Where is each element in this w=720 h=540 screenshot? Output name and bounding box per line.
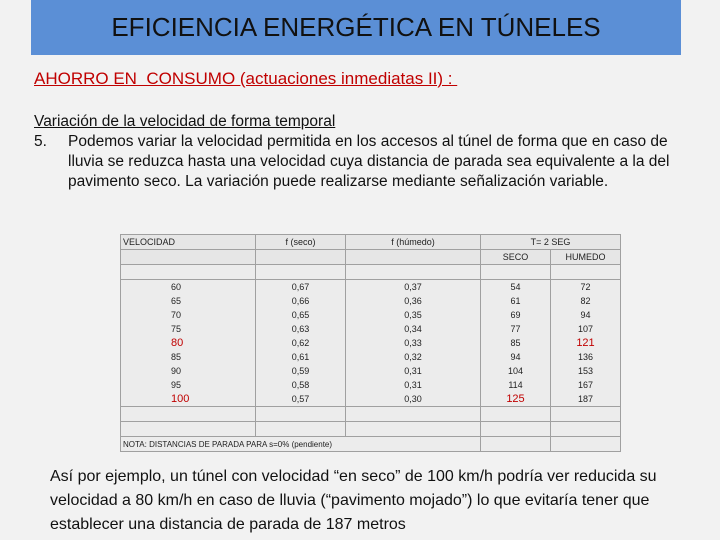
cell-f-humedo: 0,32 [346,350,481,364]
spacer-row [121,265,621,280]
numbered-point [34,132,714,192]
cell-seco: 104 [481,364,551,378]
table-subheader-row [121,250,621,265]
cell-f-humedo: 0,30 [346,392,481,407]
table-row [121,308,621,322]
header-humedo: HUMEDO [551,250,621,265]
cell-f-seco: 0,63 [256,322,346,336]
cell-seco: 85 [481,336,551,350]
cell-velocidad: 75 [121,322,256,336]
cell-seco: 54 [481,280,551,295]
header-f-seco: f (seco) [256,235,346,250]
empty-cell [481,437,551,452]
table-row [121,364,621,378]
table-row [121,392,621,407]
table-note: NOTA: DISTANCIAS DE PARADA PARA s=0% (pendiente) [121,437,481,452]
cell-seco: 94 [481,350,551,364]
cell-f-seco: 0,66 [256,294,346,308]
cell-velocidad: 100 [121,392,256,407]
cell-f-humedo: 0,33 [346,336,481,350]
page-title: EFICIENCIA ENERGÉTICA EN TÚNELES [111,12,601,42]
cell-velocidad: 65 [121,294,256,308]
cell-humedo: 136 [551,350,621,364]
table-row [121,378,621,392]
empty-cell [551,437,621,452]
cell-humedo: 121 [551,336,621,350]
cell-seco: 61 [481,294,551,308]
cell-seco: 125 [481,392,551,407]
cell-velocidad: 80 [121,336,256,350]
cell-velocidad: 85 [121,350,256,364]
subtitle: AHORRO EN CONSUMO (actuaciones inmediatas II) : [34,69,458,88]
cell-humedo: 167 [551,378,621,392]
table-row [121,336,621,350]
empty-cell [121,250,256,265]
cell-f-humedo: 0,35 [346,308,481,322]
point-number: 5. [34,133,47,150]
header-seco: SECO [481,250,551,265]
cell-f-seco: 0,61 [256,350,346,364]
table-row [121,350,621,364]
cell-f-humedo: 0,31 [346,378,481,392]
cell-humedo: 107 [551,322,621,336]
cell-humedo: 72 [551,280,621,295]
section-heading: Variación de la velocidad de forma temporal [34,113,336,130]
cell-f-seco: 0,58 [256,378,346,392]
cell-f-humedo: 0,36 [346,294,481,308]
cell-humedo: 187 [551,392,621,407]
cell-f-seco: 0,65 [256,308,346,322]
spacer-row [121,407,621,422]
cell-humedo: 153 [551,364,621,378]
content-section [34,112,714,192]
cell-velocidad: 90 [121,364,256,378]
table-row [121,322,621,336]
footer-text: Así por ejemplo, un túnel con velocidad “en seco” de 100 km/h podría ver reducida su velocidad a 80 km/h en caso de lluvia (“pavimento mojado”) lo que evitaría tener que establecer una distancia de parada de 187 metros [50,468,657,533]
cell-velocidad: 95 [121,378,256,392]
cell-f-seco: 0,59 [256,364,346,378]
title-banner [31,0,681,55]
cell-velocidad: 70 [121,308,256,322]
cell-humedo: 82 [551,294,621,308]
cell-velocidad: 60 [121,280,256,295]
cell-f-humedo: 0,31 [346,364,481,378]
stopping-distance-table [120,234,621,452]
table-row [121,294,621,308]
cell-f-seco: 0,67 [256,280,346,295]
spacer-row [121,422,621,437]
point-text: Podemos variar la velocidad permitida en los accesos al túnel de forma que en caso de lluvia se reduzca hasta una velocidad cuya distancia de parada sea equivalente a la del pavimento seco. La variación puede realizarse mediante señalización variable. [68,133,670,190]
table-note-row [121,437,621,452]
cell-seco: 114 [481,378,551,392]
cell-f-humedo: 0,34 [346,322,481,336]
empty-cell [346,250,481,265]
cell-seco: 77 [481,322,551,336]
cell-f-humedo: 0,37 [346,280,481,295]
empty-cell [256,250,346,265]
header-velocidad: VELOCIDAD [121,235,256,250]
cell-f-seco: 0,57 [256,392,346,407]
table-header-row [121,235,621,250]
cell-f-seco: 0,62 [256,336,346,350]
cell-humedo: 94 [551,308,621,322]
table-row [121,280,621,295]
cell-seco: 69 [481,308,551,322]
header-t: T= 2 SEG [481,235,621,250]
header-f-humedo: f (húmedo) [346,235,481,250]
